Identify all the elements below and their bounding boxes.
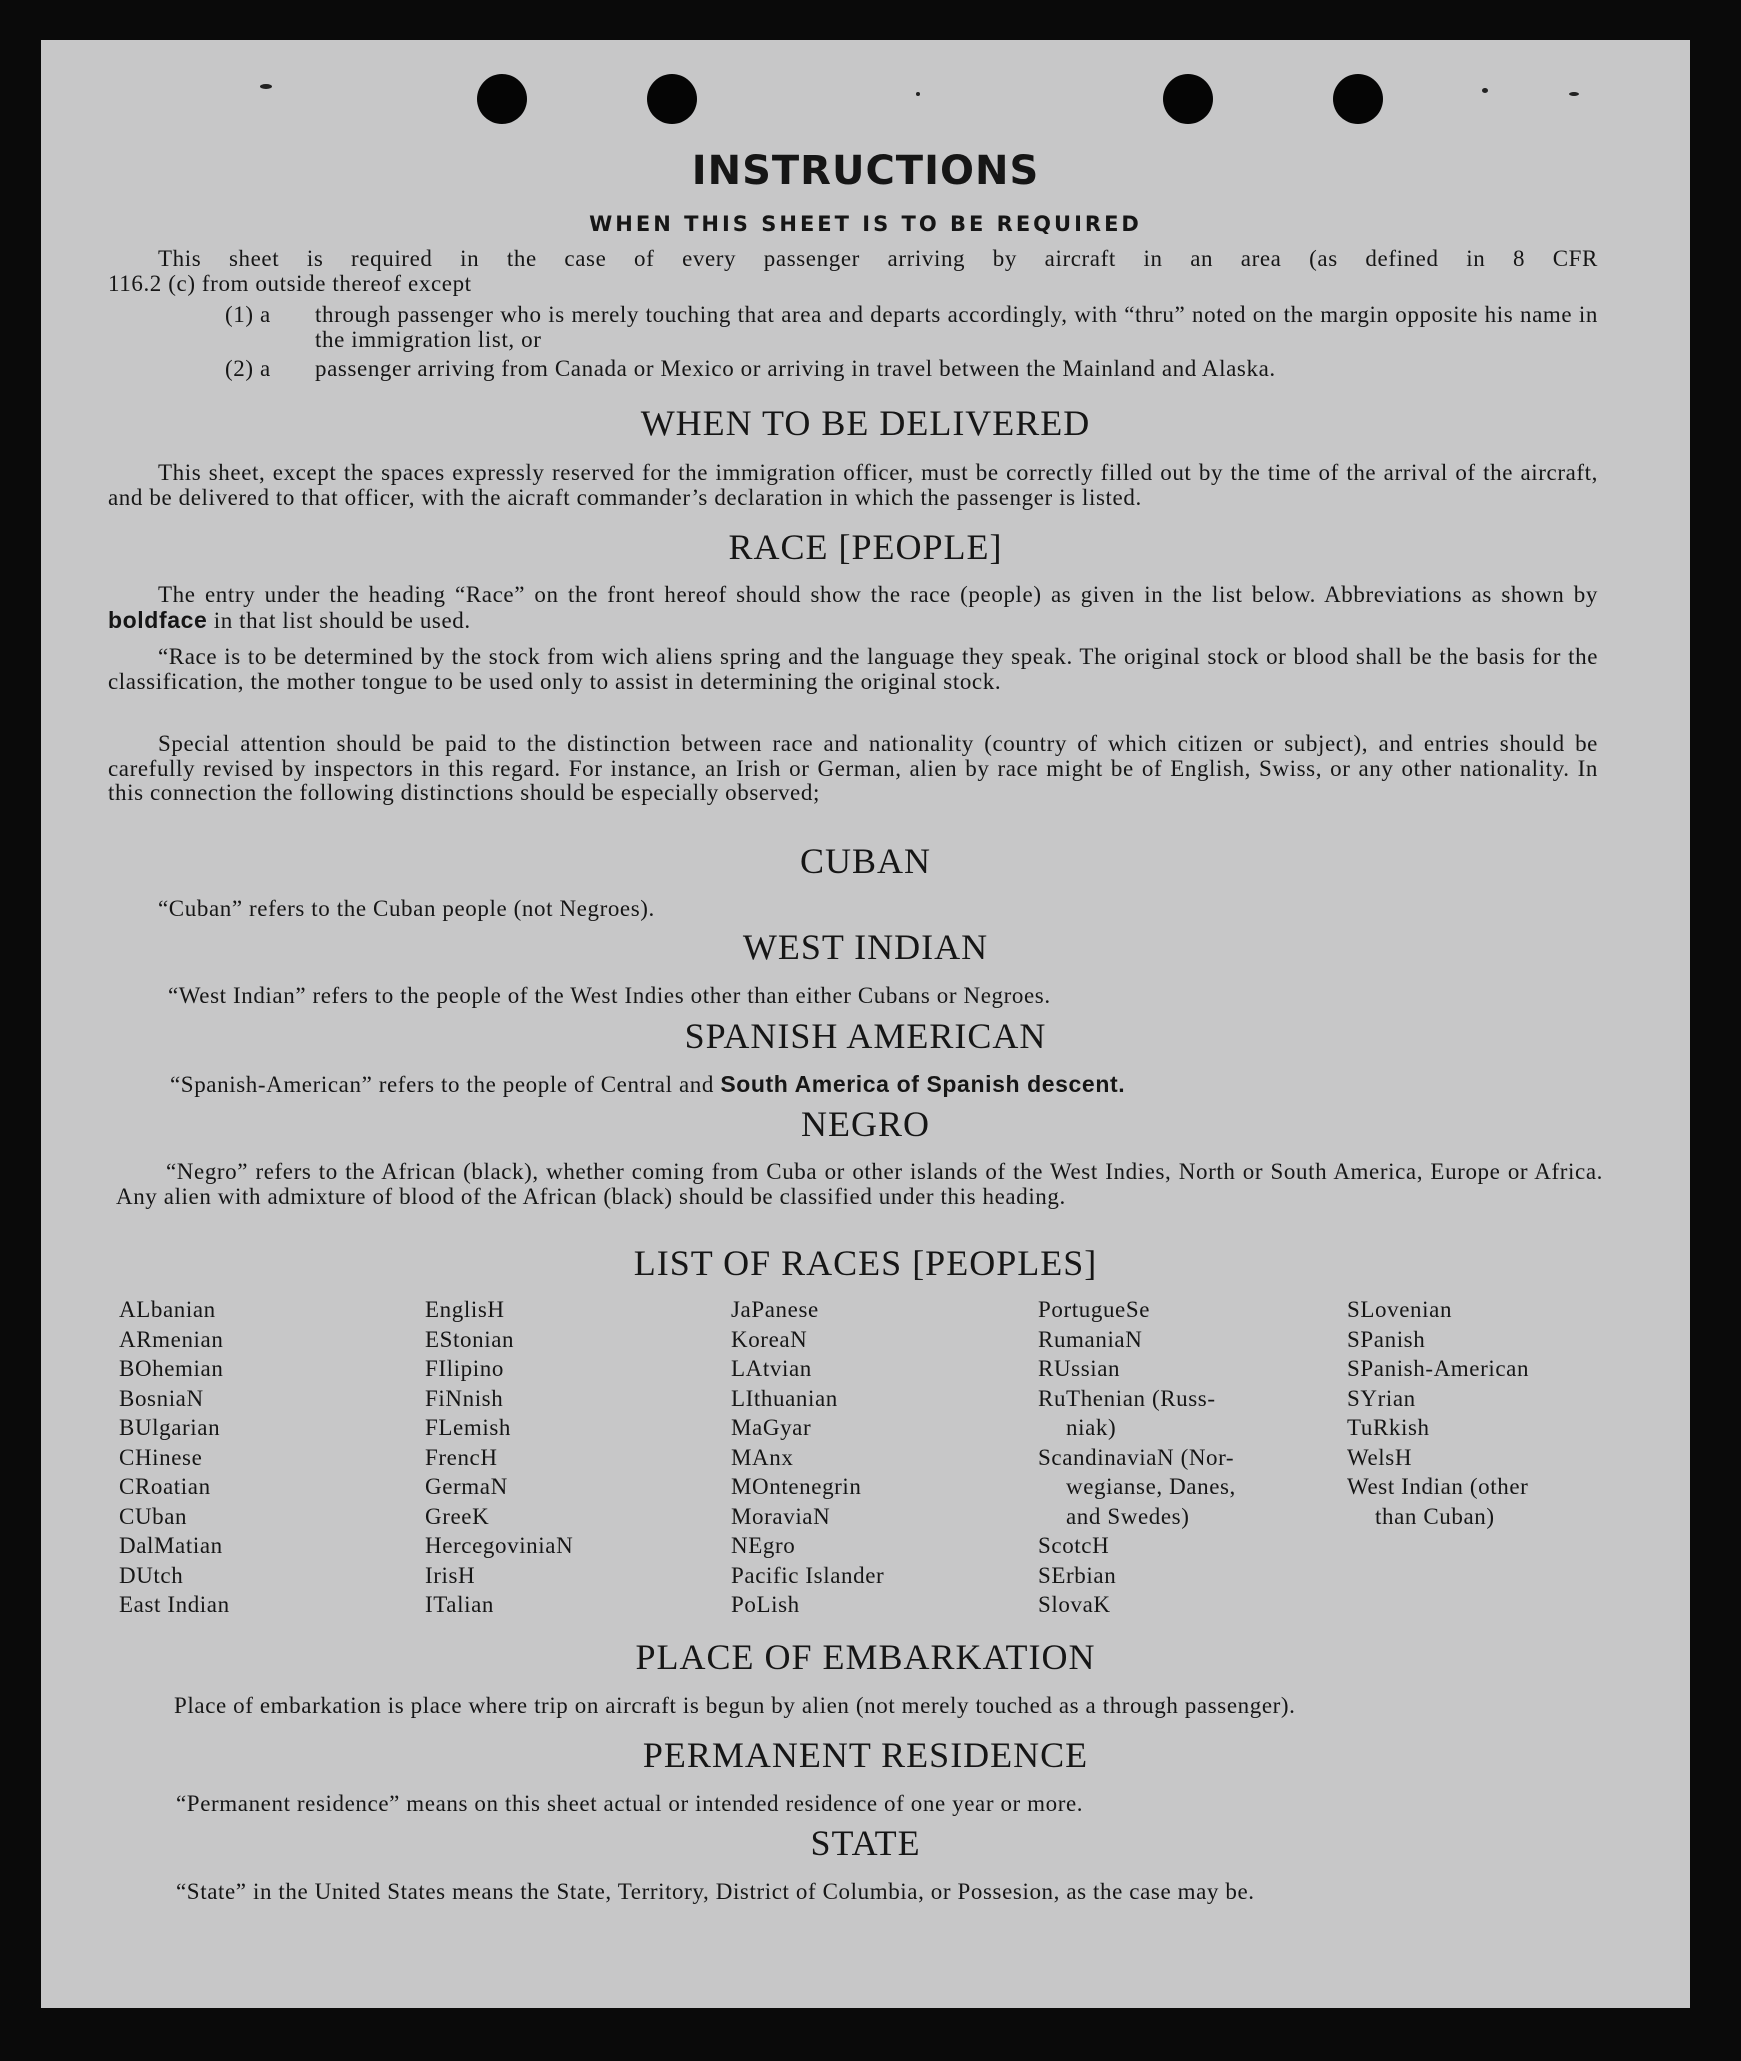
race-list-item: ITalian (425, 1592, 494, 1617)
race-list-item: SErbian (1038, 1562, 1117, 1588)
race-list-item: East Indian (119, 1592, 230, 1617)
race-list-item: RuThenian (Russ- (1038, 1385, 1216, 1411)
section-heading-spanish-american: SPANISH AMERICAN (684, 1016, 1047, 1056)
race-list-item: niak) (1066, 1415, 1117, 1440)
race-list-item: DalMatian (119, 1533, 223, 1558)
race-list-item: SlovaK (1038, 1592, 1111, 1617)
speck (260, 84, 272, 89)
section-heading-negro: NEGRO (801, 1104, 930, 1144)
required-item-2 (225, 356, 1598, 382)
race-paragraph-3 (108, 732, 1598, 806)
required-item-1 (225, 302, 1598, 352)
section-heading-embarkation: PLACE OF EMBARKATION (635, 1637, 1096, 1677)
race-p1-text: The entry under the heading “Race” on the front hereof should show the race (people) as given in the list below. Abbreviations as shown by (158, 582, 1598, 607)
spanish-american-text (170, 1072, 1600, 1098)
race-list-item: SPanish-American (1347, 1356, 1530, 1381)
race-list-item: NEgro (731, 1533, 796, 1558)
speck (1569, 92, 1579, 96)
race-list-item: RUssian (1038, 1356, 1121, 1381)
race-list-item: FiNnish (425, 1385, 504, 1411)
race-list-item: DUtch (119, 1562, 184, 1588)
residence-text: “Permanent residence” means on this sheet actual or intended residence of one year or more. (176, 1791, 1084, 1816)
state-text-body: “State” in the United States means the State, Territory, District of Columbia, or Possesion, as the case may be. (176, 1879, 1255, 1904)
section-heading-list-of-races: LIST OF RACES [PEOPLES] (633, 1243, 1098, 1283)
speck (1482, 88, 1488, 93)
race-list-item: BOhemian (119, 1356, 224, 1381)
speck (916, 92, 920, 96)
race-column-2 (425, 1295, 573, 1620)
embarkation-text-body: Place of embarkation is place where trip on aircraft is begun by alien (not merely touched as a through passenger). (174, 1693, 1296, 1718)
race-list-item: MOntenegrin (731, 1474, 862, 1499)
race-column-5 (1347, 1295, 1529, 1531)
race-list-item: CUban (119, 1503, 188, 1529)
spanish-american-text-body: “Spanish-American” refers to the people of Central and (170, 1072, 714, 1097)
race-list-item: than Cuban) (1375, 1503, 1495, 1529)
negro-text-body: “Negro” refers to the African (black), whether coming from Cuba or other islands of the West Indies, North or South America, Europe or Africa. Any alien with admixture of blood of the African (black) should be classified under this heading. (116, 1159, 1603, 1209)
punch-hole (1163, 74, 1213, 124)
race-list-item: ScotcH (1038, 1533, 1110, 1558)
race-list-item: HercegoviniaN (425, 1533, 574, 1558)
spanish-american-bold: South America of Spanish descent. (720, 1071, 1126, 1097)
item-number: (2) a (225, 356, 271, 381)
required-intro (108, 247, 1598, 296)
race-column-1 (119, 1295, 230, 1620)
race-p3-text: Special attention should be paid to the distinction between race and nationality (country of which citizen or subject), and entries should be carefully revised by inspectors in this regard. For instance, an Irish or German, alien by race might be of English, Swiss, or any other nationality. In this connection the following distinctions should be especially observed; (108, 731, 1598, 805)
race-list-item: and Swedes) (1066, 1503, 1190, 1529)
delivered-text (108, 461, 1598, 510)
section-heading-residence: PERMANENT RESIDENCE (642, 1735, 1089, 1775)
page-title: INSTRUCTIONS (691, 148, 1040, 194)
race-list-item: MoraviaN (731, 1503, 831, 1529)
delivered-text-body: This sheet, except the spaces expressly reserved for the immigration officer, must be correctly filled out by the time of the arrival of the aircraft, and be delivered to that officer, with the aicraft commander’s declaration in which the passenger is listed. (108, 460, 1598, 510)
punch-hole (1333, 74, 1383, 124)
race-list-item: LAtvian (731, 1356, 812, 1381)
race-list-item: GreeK (425, 1503, 490, 1529)
section-heading-delivered: WHEN TO BE DELIVERED (640, 403, 1091, 443)
race-list-item: Pacific Islander (731, 1562, 885, 1588)
race-list-item: ARmenian (119, 1326, 224, 1352)
race-paragraph-2 (108, 645, 1598, 694)
race-list-item: FIlipino (425, 1356, 504, 1381)
race-list-item: GermaN (425, 1474, 508, 1499)
race-list-item: FrencH (425, 1444, 498, 1470)
race-list-item: West Indian (other (1347, 1474, 1529, 1499)
negro-text (116, 1160, 1603, 1209)
race-list-item: SYrian (1347, 1385, 1416, 1411)
race-list-item: IrisH (425, 1562, 476, 1588)
item-text: through passenger who is merely touching that area and departs accordingly, with “thru” noted on the margin opposite his name in the immigration list, or (315, 302, 1598, 352)
race-list-item: CHinese (119, 1444, 203, 1470)
race-list-item: ScandinaviaN (Nor- (1038, 1444, 1235, 1470)
race-list-item: FLemish (425, 1415, 511, 1440)
race-list-item: CRoatian (119, 1474, 211, 1499)
section-heading-cuban: CUBAN (799, 841, 932, 881)
race-list-item: LIthuanian (731, 1385, 838, 1411)
punch-hole (477, 74, 527, 124)
race-list-item: wegianse, Danes, (1066, 1474, 1236, 1499)
race-list-item: WelsH (1347, 1444, 1413, 1470)
race-list-item: EnglisH (425, 1297, 505, 1322)
race-list-item: BUlgarian (119, 1415, 221, 1440)
embarkation-text (124, 1694, 1611, 1719)
race-p1-bold: boldface (108, 606, 208, 633)
section-heading-race: RACE [PEOPLE] (728, 527, 1003, 567)
race-list-item: EStonian (425, 1326, 515, 1352)
race-list-item: MAnx (731, 1444, 794, 1470)
punch-hole (647, 74, 697, 124)
cuban-text: “Cuban” refers to the Cuban people (not Negroes). (158, 896, 655, 921)
race-p1-text-end: in that list should be used. (213, 607, 471, 633)
race-list-item: PortugueSe (1038, 1297, 1151, 1322)
race-list-item: SLovenian (1347, 1297, 1453, 1322)
section-heading-west-indian: WEST INDIAN (742, 927, 989, 967)
required-intro-line1: This sheet is required in the case of every passenger arriving by aircraft in an area (as defined in 8 CFR (158, 246, 1598, 271)
race-list-item: KoreaN (731, 1326, 808, 1352)
section-heading-state: STATE (810, 1823, 921, 1863)
race-list-item: BosniaN (119, 1385, 204, 1411)
race-paragraph-1 (108, 583, 1598, 633)
race-list-item: RumaniaN (1038, 1326, 1143, 1352)
race-list-item: MaGyar (731, 1415, 812, 1440)
race-list-item: TuRkish (1347, 1415, 1430, 1440)
race-p2-text: “Race is to be determined by the stock from wich aliens spring and the language they speak. The original stock or blood shall be the basis for the classification, the mother tongue to be used only to assist in determining the original stock. (108, 644, 1598, 694)
item-text: passenger arriving from Canada or Mexico or arriving in travel between the Mainland and Alaska. (315, 356, 1276, 381)
instruction-sheet (41, 40, 1690, 2008)
race-list-item: PoLish (731, 1592, 800, 1617)
state-text (126, 1880, 1613, 1905)
race-column-4 (1038, 1295, 1236, 1620)
race-list-item: JaPanese (731, 1297, 819, 1322)
west-indian-text: “West Indian” refers to the people of the West Indies other than either Cubans or Negroes. (168, 983, 1051, 1008)
race-list-item: SPanish (1347, 1326, 1426, 1352)
page-subtitle: WHEN THIS SHEET IS TO BE REQUIRED (589, 212, 1142, 236)
item-number: (1) a (225, 302, 271, 327)
race-column-3 (731, 1295, 884, 1620)
race-list-item: ALbanian (119, 1297, 216, 1322)
required-intro-line2: 116.2 (c) from outside thereof except (108, 270, 472, 296)
